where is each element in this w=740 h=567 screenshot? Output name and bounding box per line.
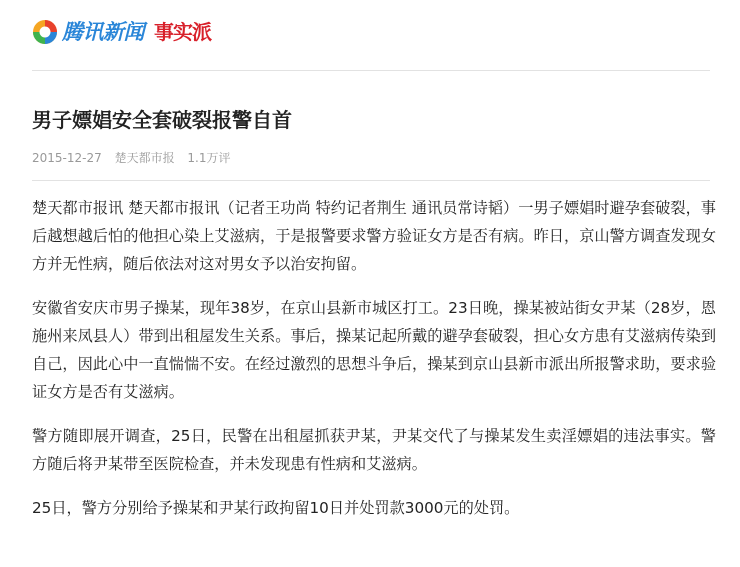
header-divider [32,70,710,71]
article-paragraph: 安徽省安庆市男子操某，现年38岁，在京山县新市城区打工。23日晚，操某被站街女尹某（28岁，恩施州来凤县人）带到出租屋发生关系。事后，操某记起所戴的避孕套破裂，担心女方患有艾滋病传染到自己，因此心中一直惴惴不安。在经过激烈的思想斗争后，操某到京山县新市派出所报警求助，要求验证女方是否有艾滋病。 [32,299,716,401]
article-body [32,194,716,538]
article-meta [32,150,240,166]
article-source[interactable]: 楚天都市报 [114,151,175,165]
article-paragraph: 25日，警方分别给予操某和尹某行政拘留10日并处罚款3000元的处罚。 [32,499,520,517]
article-date: 2015-12-27 [32,151,102,165]
site-header [32,14,211,50]
brand-name[interactable]: 腾讯新闻 [62,20,144,44]
article-paragraph: 警方随即展开调查，25日，民警在出租屋抓获尹某，尹某交代了与操某发生卖淫嫖娼的违法事实。警方随后将尹某带至医院检查，并未发现患有性病和艾滋病。 [32,427,716,473]
tencent-news-logo-icon[interactable] [32,19,58,45]
article-paragraph: 楚天都市报讯 楚天都市报讯（记者王功尚 特约记者荆生 通讯员常诗韬）一男子嫖娼时避孕套破裂，事后越想越后怕的他担心染上艾滋病，于是报警要求警方验证女方是否有病。昨日，京山警方调查发现女方并无性病，随后依法对这对男女予以治安拘留。 [32,199,716,273]
channel-name[interactable]: 事实派 [154,20,211,44]
comment-count[interactable]: 1.1万评 [187,151,231,165]
meta-divider [32,180,710,181]
article-title: 男子嫖娼安全套破裂报警自首 [32,108,292,132]
